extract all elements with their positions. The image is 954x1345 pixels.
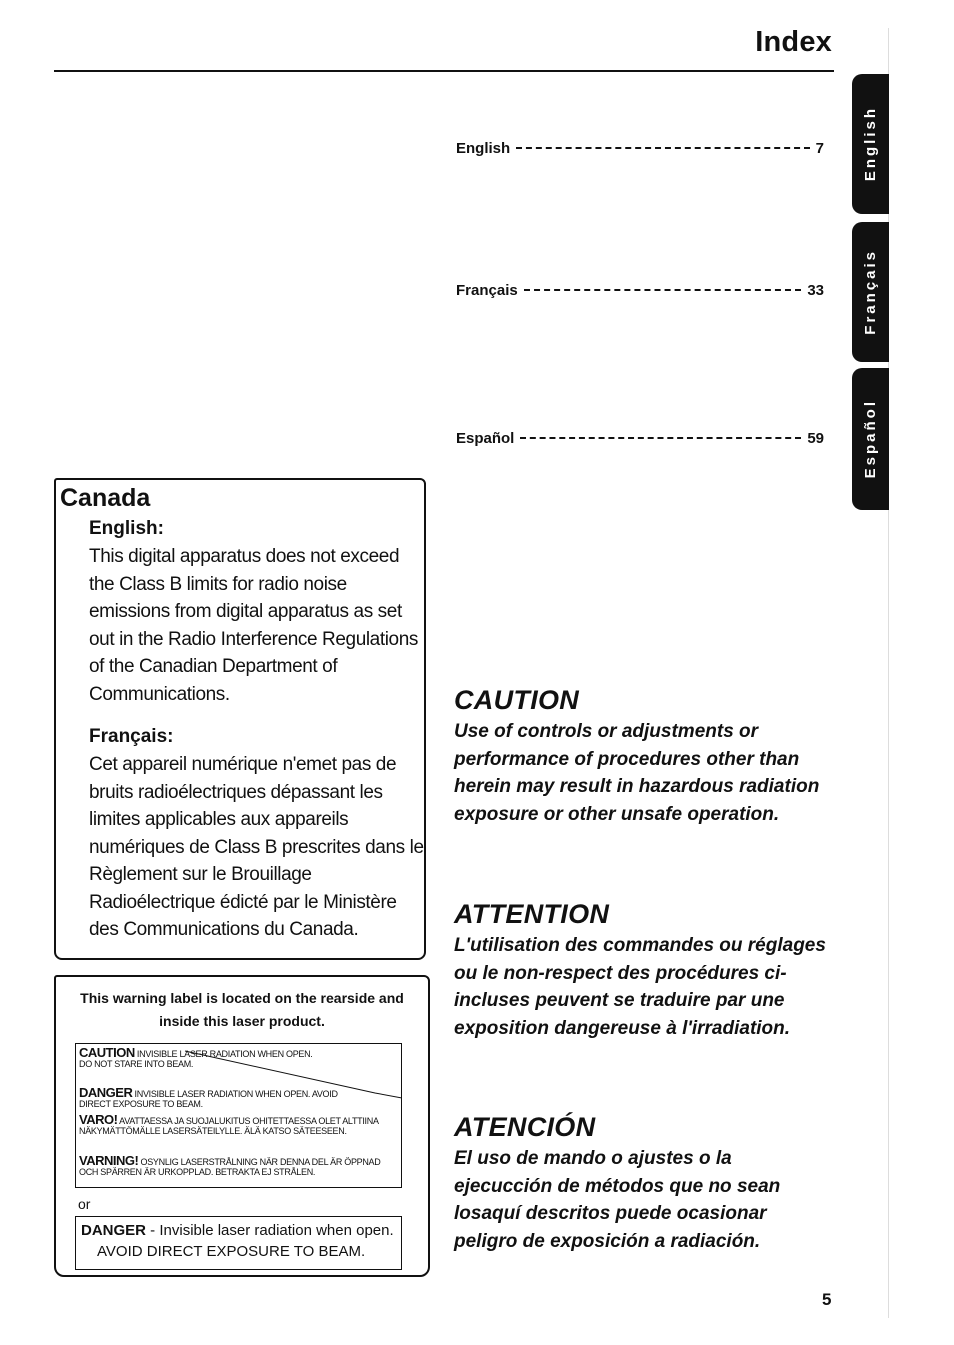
warning-label-intro: This warning label is located on the rearside and inside this laser product. [80, 990, 404, 1029]
canada-english-heading: English: [89, 518, 164, 539]
canada-french-text: Cet appareil numérique n'emet pas de bruits radioélectriques dépassant les limites applicables aux appareils numériques de Class B prescrites dans le Règlement sur le Brouillage Radioélectrique édicté par le Ministère des Communications du Canada. [89, 754, 424, 940]
tab-francais[interactable] [852, 222, 889, 362]
label-row-varning [79, 1153, 399, 1177]
atencion-text: El uso de mando o ajustes o la ejecucción de métodos que no sean losaquí descritos puede ocasionar peligro de exposición a radiación. [454, 1148, 781, 1252]
toc-label: Español [456, 430, 515, 447]
toc-leader [516, 147, 809, 149]
label-key: VARO! [79, 1112, 118, 1127]
label-text: INVISIBLE LASER RADIATION WHEN OPEN. DO NOT STARE INTO BEAM. [79, 1049, 313, 1069]
toc-label: English [456, 140, 511, 157]
caution-heading: CAUTION [454, 685, 580, 715]
header-rule [54, 70, 834, 72]
canada-heading: Canada [60, 484, 151, 512]
canada-english-text: This digital apparatus does not exceed the Class B limits for radio noise emissions from digital apparatus as set out in the Radio Interference Regulations of the Canadian Department of Communications. [89, 546, 418, 705]
tab-label: English [862, 106, 879, 182]
tab-english[interactable] [852, 74, 889, 214]
label-key: VARNING! [79, 1153, 139, 1168]
page-title: Index [755, 26, 832, 58]
label-text: OSYNLIG LASERSTRÅLNING NÄR DENNA DEL ÄR ÖPPNAD OCH SPÄRREN ÄR URKOPPLAD. BETRAKTA EJ STRÅLEN. [79, 1157, 381, 1177]
label-text: AVATTAESSA JA SUOJALUKITUS OHITETTAESSA OLET ALTTIINA NÄKYMÄTTÖMÄLLE LASERSÄTEILYLLE. ÄLÄ KATSO SÄTEESEEN. [79, 1116, 379, 1136]
label-key: DANGER [79, 1085, 133, 1100]
atencion-heading: ATENCIÓN [454, 1112, 596, 1142]
toc-leader [520, 437, 801, 439]
danger-label-line2: AVOID DIRECT EXPOSURE TO BEAM. [97, 1243, 366, 1260]
danger-text: - Invisible laser radiation when open. [146, 1222, 394, 1239]
or-text: or [78, 1196, 91, 1212]
attention-text: L'utilisation des commandes ou réglages ou le non-respect des procédures ci-incluses peuvent se traduire par une exposition dangereuse à l'irradiation. [454, 935, 826, 1039]
tab-label: Français [862, 249, 879, 335]
danger-label-line1 [81, 1222, 394, 1239]
tab-label: Español [862, 399, 879, 479]
toc-page: 33 [807, 282, 824, 299]
caution-text: Use of controls or adjustments or performance of procedures other than herein may result in hazardous radiation exposure or other unsafe operation. [454, 721, 820, 825]
label-row-caution [79, 1045, 319, 1069]
toc-page: 59 [807, 430, 824, 447]
tab-espanol[interactable] [852, 368, 889, 510]
toc-leader [524, 289, 802, 291]
page-number: 5 [822, 1290, 832, 1309]
label-row-varo [79, 1112, 399, 1136]
toc-entry-espanol[interactable] [456, 430, 824, 447]
label-row-danger [79, 1085, 369, 1109]
attention-heading: ATTENTION [454, 899, 610, 929]
danger-key: DANGER [81, 1222, 147, 1239]
label-key: CAUTION [79, 1045, 135, 1060]
toc-entry-english[interactable] [456, 140, 824, 157]
canada-french-heading: Français: [89, 726, 174, 747]
toc-page: 7 [815, 140, 824, 157]
toc-entry-francais[interactable] [456, 282, 824, 299]
label-text: INVISIBLE LASER RADIATION WHEN OPEN. AVOID DIRECT EXPOSURE TO BEAM. [79, 1089, 338, 1109]
toc-label: Français [456, 282, 518, 299]
